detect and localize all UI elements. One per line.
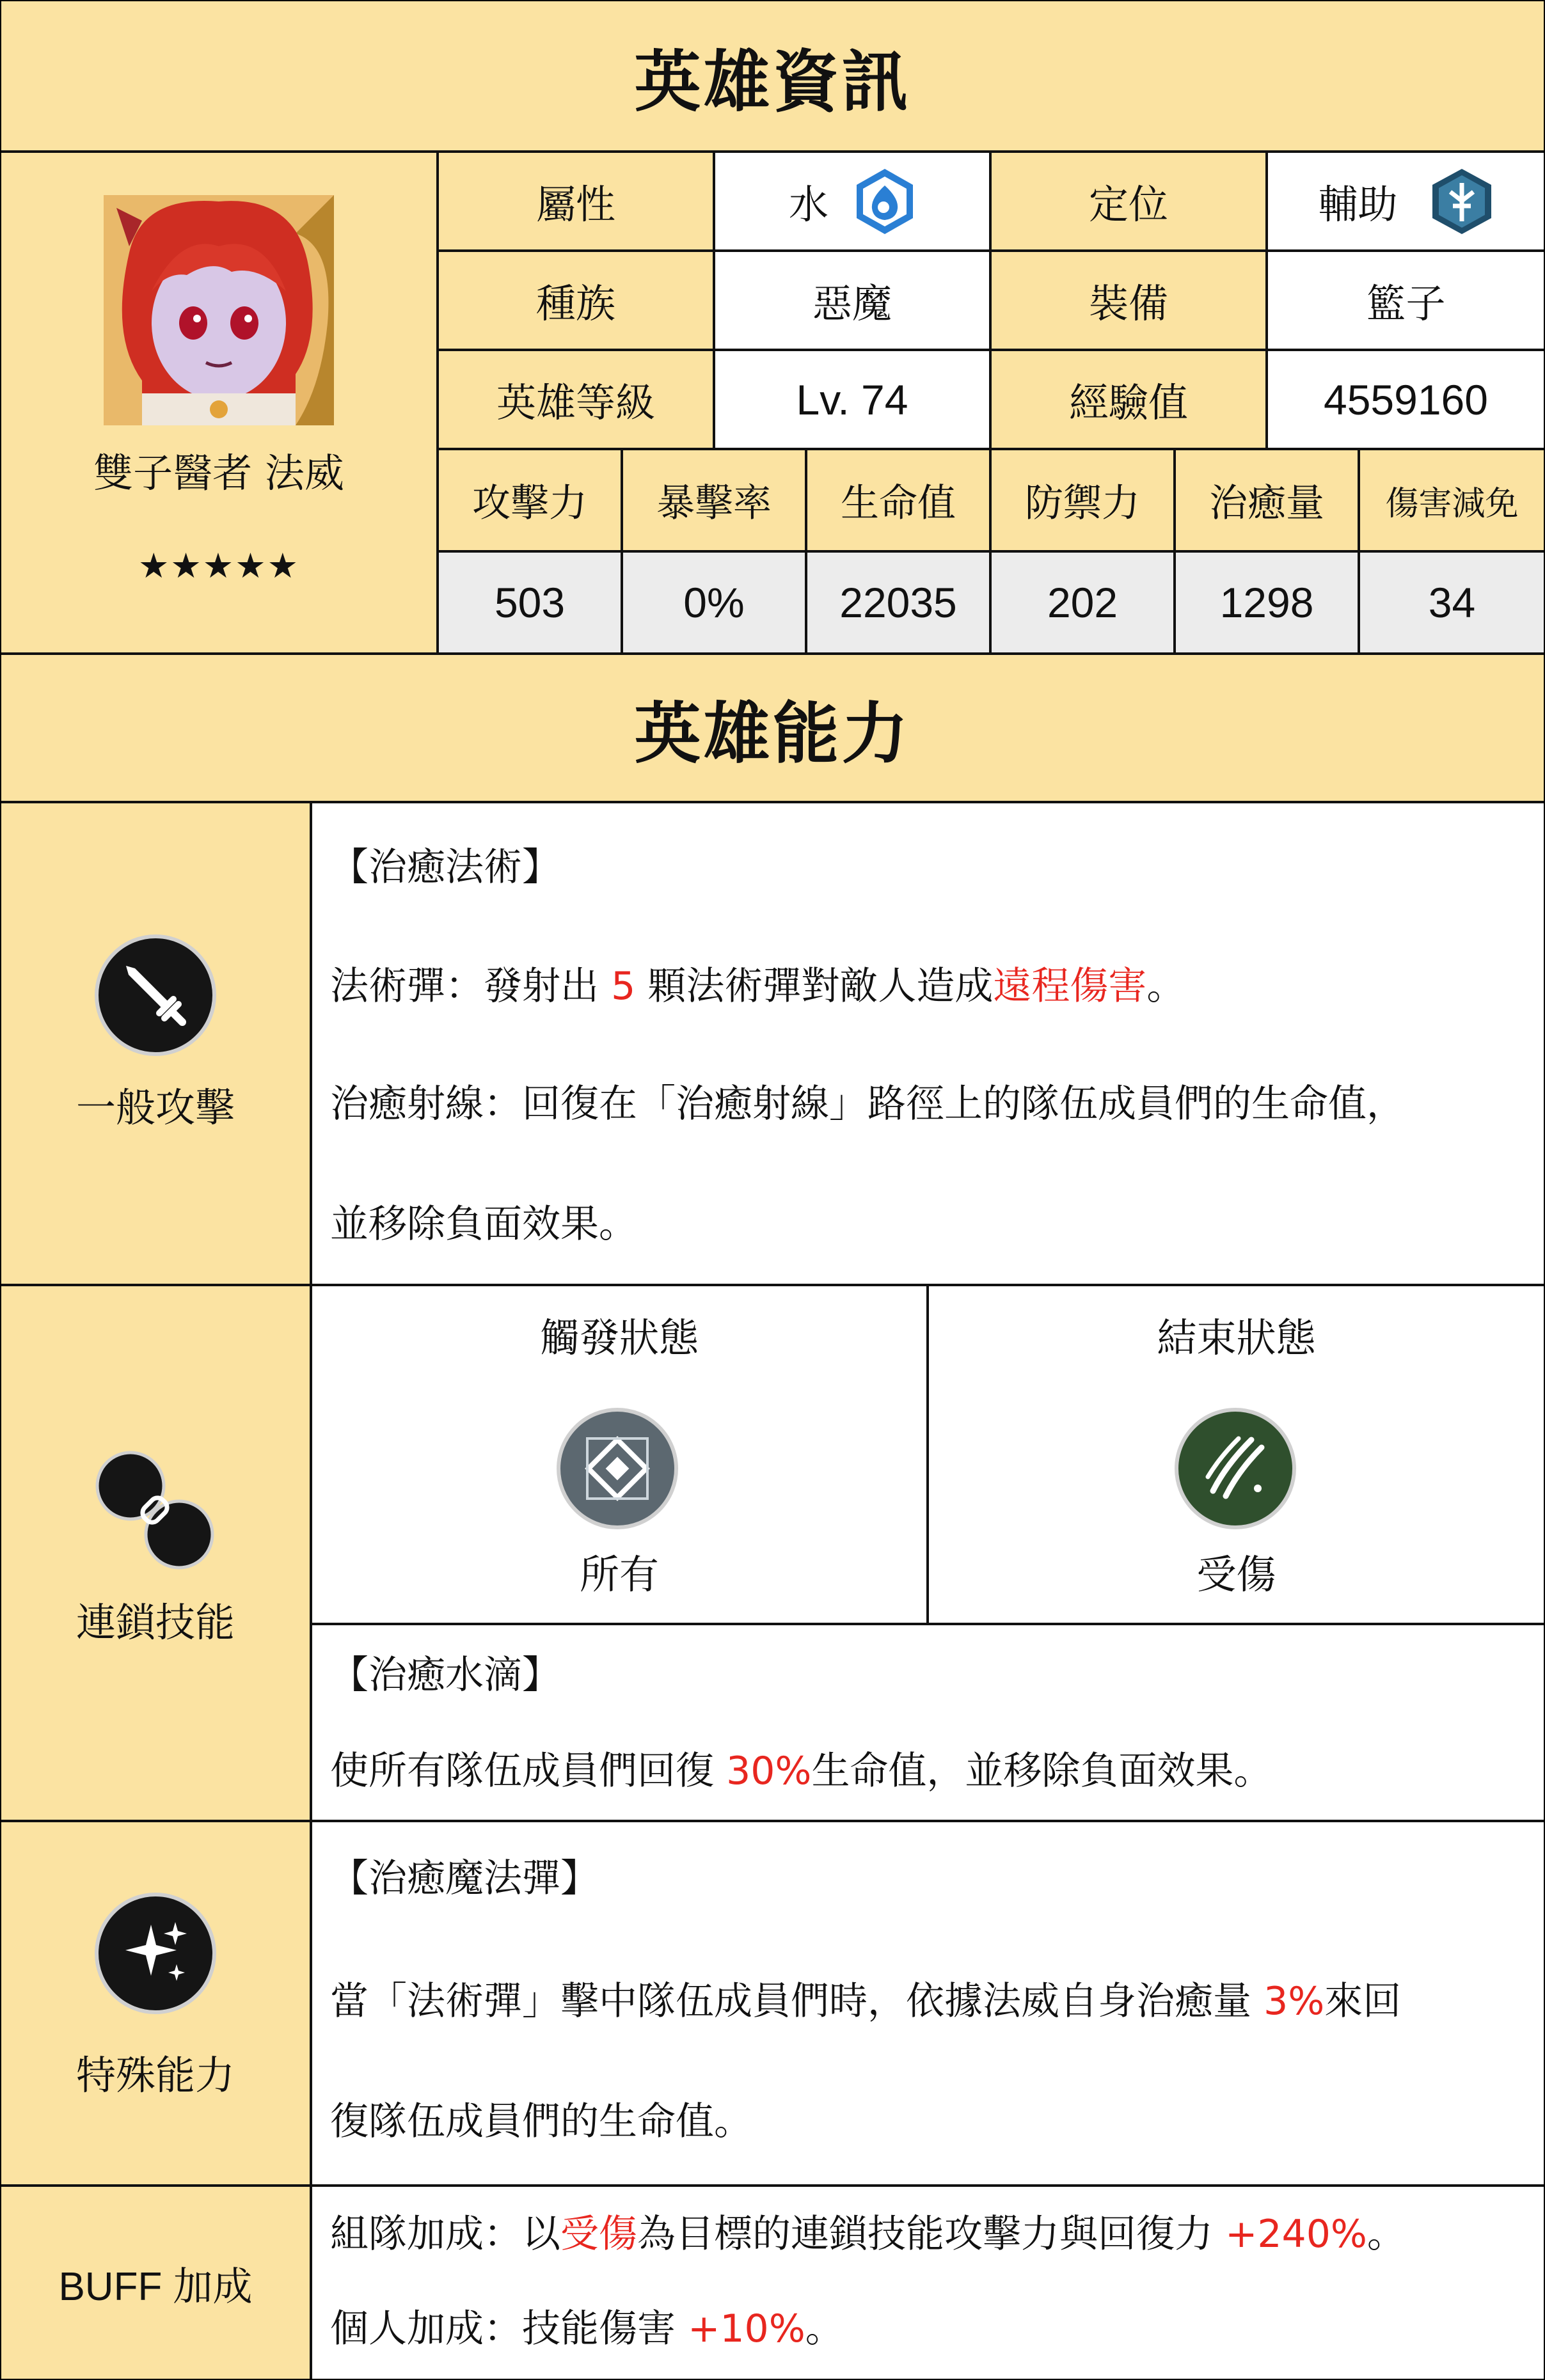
chain-skill-label: 連鎖技能 bbox=[75, 1598, 235, 1646]
buff-highlight: 受傷 bbox=[560, 2212, 637, 2257]
stat-header-dmgred: 傷害減免 bbox=[1358, 448, 1544, 550]
special-desc-text: 來回 bbox=[1324, 1979, 1402, 2024]
role-value-cell bbox=[1265, 150, 1544, 249]
buff-team-bonus: +240% bbox=[1225, 2212, 1367, 2257]
chain-desc-highlight: 30% bbox=[726, 1749, 812, 1793]
water-element-icon bbox=[854, 166, 915, 237]
normal-desc-text: 。 bbox=[1146, 964, 1185, 1009]
special-desc-line-2: 復隊伍成員們的生命值。 bbox=[330, 2099, 752, 2144]
special-skill-name: 【治癒魔法彈】 bbox=[330, 1856, 599, 1901]
attr-value-cell bbox=[713, 150, 989, 249]
normal-desc-text: 顆法術彈對敵人造成 bbox=[635, 964, 994, 1009]
attr-value: 水 bbox=[788, 181, 828, 228]
sparkle-icon bbox=[95, 1893, 216, 2014]
stat-header-atk: 攻擊力 bbox=[436, 448, 621, 550]
page-title-text: 英雄資訊 bbox=[634, 42, 911, 121]
all-state-icon bbox=[557, 1408, 678, 1529]
support-role-icon bbox=[1430, 166, 1494, 237]
end-state-cell bbox=[926, 1284, 1544, 1623]
chain-skill-name: 【治癒水滴】 bbox=[330, 1653, 560, 1698]
hero-stars: ★★★★★ bbox=[138, 545, 300, 586]
level-label: 英雄等級 bbox=[436, 349, 713, 448]
normal-desc-line-1 bbox=[330, 956, 1185, 1011]
buff-text: 。 bbox=[805, 2306, 844, 2351]
chain-skill-desc bbox=[310, 1623, 1544, 1820]
buff-desc bbox=[310, 2184, 1544, 2379]
special-desc-line-1 bbox=[330, 1971, 1401, 2026]
buff-line-personal bbox=[330, 2298, 844, 2353]
stat-value-def: 202 bbox=[989, 550, 1173, 652]
stat-value-crit: 0% bbox=[621, 550, 805, 652]
end-state-value: 受傷 bbox=[1196, 1550, 1276, 1598]
normal-attack-label-cell bbox=[1, 801, 310, 1284]
race-label: 種族 bbox=[436, 249, 713, 349]
stat-header-heal: 治癒量 bbox=[1173, 448, 1358, 550]
role-label: 定位 bbox=[989, 150, 1265, 249]
chain-desc-text: 使所有隊伍成員們回復 bbox=[330, 1749, 727, 1793]
special-ability-label-cell bbox=[1, 1820, 310, 2184]
stat-value-atk: 503 bbox=[436, 550, 621, 652]
normal-desc-line-2: 治癒射線：回復在「治癒射線」路徑上的隊伍成員們的生命值， bbox=[330, 1082, 1405, 1126]
buff-personal-bonus: +10% bbox=[688, 2306, 805, 2351]
buff-text: 個人加成：技能傷害 bbox=[330, 2306, 688, 2351]
page-title bbox=[1, 1, 1544, 150]
hero-name: 雙子醫者 法威 bbox=[93, 449, 344, 496]
chain-desc-line-1 bbox=[330, 1740, 1272, 1795]
abilities-title bbox=[1, 652, 1544, 801]
injured-state-icon bbox=[1175, 1408, 1296, 1529]
exp-value: 4559160 bbox=[1265, 349, 1544, 448]
attr-label: 屬性 bbox=[436, 150, 713, 249]
chain-desc-text: 生命值，並移除負面效果。 bbox=[811, 1749, 1272, 1793]
level-value: Lv. 74 bbox=[713, 349, 989, 448]
normal-skill-name: 【治癒法術】 bbox=[330, 845, 560, 890]
stat-header-crit: 暴擊率 bbox=[621, 448, 805, 550]
normal-attack-label: 一般攻擊 bbox=[75, 1084, 235, 1131]
normal-desc-text: 法術彈：發射出 bbox=[330, 964, 612, 1009]
stat-header-def: 防禦力 bbox=[989, 448, 1173, 550]
special-desc-highlight: 3% bbox=[1264, 1979, 1325, 2024]
buff-text: 。 bbox=[1367, 2212, 1406, 2257]
normal-desc-highlight: 遠程傷害 bbox=[993, 964, 1147, 1009]
special-ability-desc bbox=[310, 1820, 1544, 2184]
stat-header-hp: 生命值 bbox=[805, 448, 989, 550]
special-desc-text: 當「法術彈」擊中隊伍成員們時，依據法威自身治癒量 bbox=[330, 1979, 1264, 2024]
race-value: 惡魔 bbox=[713, 249, 989, 349]
trigger-state-value: 所有 bbox=[579, 1550, 659, 1598]
trigger-state-title: 觸發狀態 bbox=[539, 1314, 699, 1361]
buff-label-cell bbox=[1, 2184, 310, 2379]
equip-value: 籃子 bbox=[1265, 249, 1544, 349]
chain-link-icon bbox=[91, 1446, 219, 1574]
role-value: 輔助 bbox=[1318, 181, 1398, 228]
abilities-title-text: 英雄能力 bbox=[634, 695, 911, 773]
normal-attack-desc bbox=[310, 801, 1544, 1284]
buff-text: 為目標的連鎖技能攻擊力與回復力 bbox=[637, 2212, 1226, 2257]
end-state-title: 結束狀態 bbox=[1157, 1314, 1316, 1361]
hero-portrait-image bbox=[104, 195, 334, 425]
equip-label: 裝備 bbox=[989, 249, 1265, 349]
normal-desc-line-3: 並移除負面效果。 bbox=[330, 1202, 637, 1247]
hero-portrait-panel bbox=[1, 150, 436, 652]
buff-text: 組隊加成：以 bbox=[330, 2212, 560, 2257]
buff-label: BUFF 加成 bbox=[58, 2264, 253, 2309]
trigger-state-cell bbox=[310, 1284, 926, 1623]
chain-skill-label-cell bbox=[1, 1284, 310, 1820]
normal-desc-count: 5 bbox=[611, 964, 636, 1009]
sword-icon bbox=[95, 934, 216, 1056]
stat-value-hp: 22035 bbox=[805, 550, 989, 652]
exp-label: 經驗值 bbox=[989, 349, 1265, 448]
stat-value-heal: 1298 bbox=[1173, 550, 1358, 652]
stat-value-dmgred: 34 bbox=[1358, 550, 1544, 652]
special-ability-label: 特殊能力 bbox=[75, 2051, 235, 2099]
buff-line-team bbox=[330, 2203, 1406, 2258]
